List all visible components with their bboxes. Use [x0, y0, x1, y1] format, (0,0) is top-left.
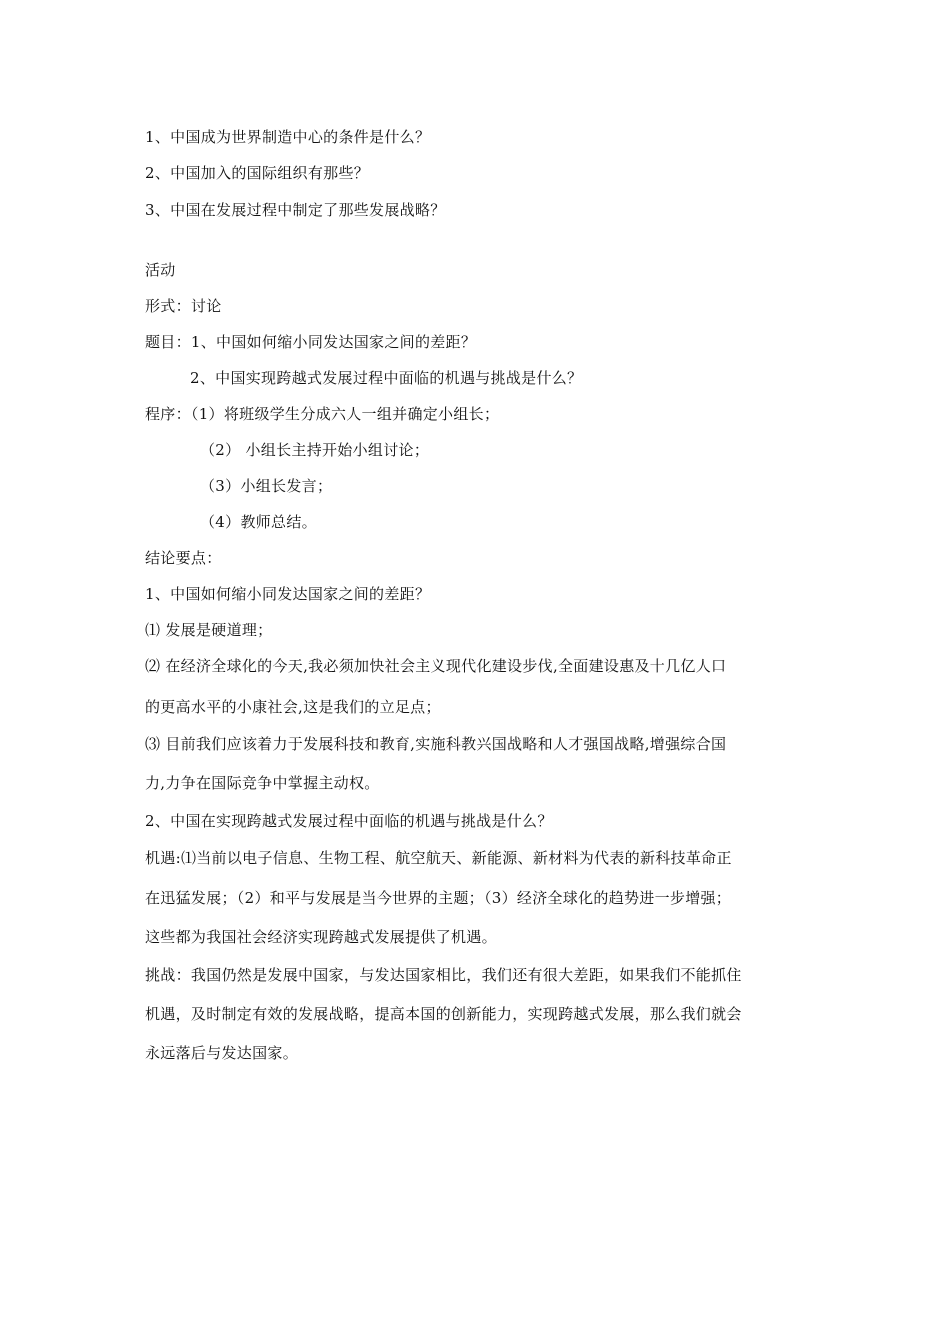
- opportunity-line3: 这些都为我国社会经济实现跨越式发展提供了机遇。: [145, 928, 497, 946]
- activity-procedure-4: （4）教师总结。: [200, 513, 317, 531]
- conclusion-heading: 结论要点：: [145, 549, 222, 567]
- activity-topic-1: 题目：1、中国如何缩小同发达国家之间的差距？: [145, 333, 477, 351]
- activity-heading: 活动: [145, 261, 176, 279]
- conclusion-q1: 1、中国如何缩小同发达国家之间的差距？: [145, 585, 431, 603]
- conclusion-q1-point2-line1: ⑵ 在经济全球化的今天,我必须加快社会主义现代化建设步伐,全面建设惠及十几亿人口: [145, 657, 727, 675]
- activity-procedure-1: 程序：（1）将班级学生分成六人一组并确定小组长；: [145, 405, 500, 423]
- conclusion-q1-point2-line2: 的更高水平的小康社会,这是我们的立足点；: [145, 698, 441, 716]
- activity-procedure-2: （2） 小组长主持开始小组讨论；: [200, 441, 430, 459]
- opportunity-line2: 在迅猛发展；（2）和平与发展是当今世界的主题；（3）经济全球化的趋势进一步增强；: [145, 889, 732, 907]
- question-3: 3、中国在发展过程中制定了那些发展战略？: [145, 201, 446, 219]
- activity-procedure-3: （3）小组长发言；: [200, 477, 333, 495]
- question-2: 2、中国加入的国际组织有那些？: [145, 164, 370, 182]
- opportunity-line1: 机遇:⑴当前以电子信息、生物工程、航空航天、新能源、新材料为代表的新科技革命正: [145, 849, 732, 867]
- conclusion-q1-point3-line2: 力,力争在国际竞争中掌握主动权。: [145, 774, 380, 792]
- activity-topic-2: 2、中国实现跨越式发展过程中面临的机遇与挑战是什么？: [190, 369, 583, 387]
- challenge-line3: 永远落后与发达国家。: [145, 1044, 299, 1062]
- question-1: 1、中国成为世界制造中心的条件是什么？: [145, 128, 431, 146]
- activity-format: 形式：讨论: [145, 297, 222, 315]
- conclusion-q1-point1: ⑴ 发展是硬道理；: [145, 621, 273, 639]
- conclusion-q2: 2、中国在实现跨越式发展过程中面临的机遇与挑战是什么？: [145, 812, 553, 830]
- challenge-line1: 挑战：我国仍然是发展中国家，与发达国家相比，我们还有很大差距，如果我们不能抓住: [145, 966, 742, 984]
- conclusion-q1-point3-line1: ⑶ 目前我们应该着力于发展科技和教育,实施科教兴国战略和人才强国战略,增强综合国: [145, 735, 727, 753]
- challenge-line2: 机遇，及时制定有效的发展战略，提高本国的创新能力，实现跨越式发展，那么我们就会: [145, 1005, 742, 1023]
